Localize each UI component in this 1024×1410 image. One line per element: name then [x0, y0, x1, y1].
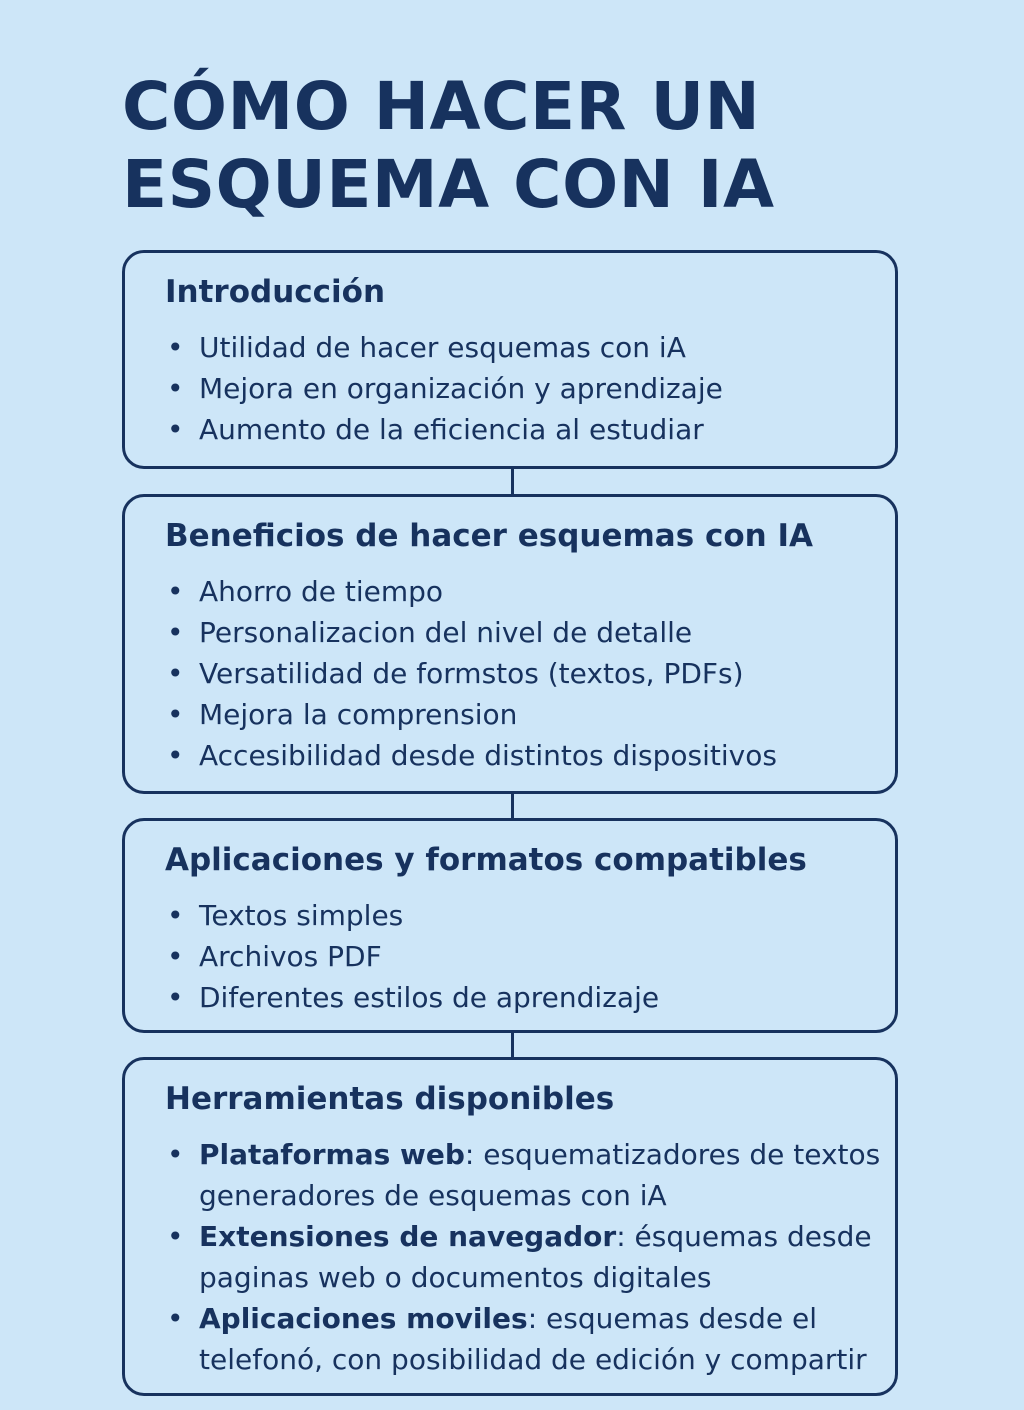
connector-line: [511, 469, 514, 494]
page-title: [122, 68, 942, 224]
list-item-text: Textos simples: [199, 899, 404, 932]
list-item-text: Archivos PDF: [199, 940, 382, 973]
bullet-icon: •: [167, 657, 184, 690]
list-item: [165, 368, 723, 409]
section-beneficios: [122, 494, 898, 794]
tool-description: generadores de esquemas con iA: [199, 1179, 667, 1212]
tool-name: Aplicaciones moviles: [199, 1302, 528, 1335]
list-item: [165, 571, 777, 612]
list-item-text: Versatilidad de formstos (textos, PDFs): [199, 657, 744, 690]
tool-name: Extensiones de navegador: [199, 1220, 617, 1253]
tool-description: : esquematizadores de textos: [464, 1138, 881, 1171]
bullet-icon: •: [167, 372, 184, 405]
list-item: [165, 409, 723, 450]
bullet-icon: •: [167, 413, 184, 446]
section-introduccion: [122, 250, 898, 469]
section-list: [165, 1134, 880, 1380]
list-item-continuation: [165, 1175, 880, 1216]
bullet-icon: •: [167, 616, 184, 649]
section-aplicaciones: [122, 818, 898, 1033]
list-item-text: Mejora la comprension: [199, 698, 518, 731]
bullet-icon: •: [167, 1220, 184, 1253]
list-item-text: Utilidad de hacer esquemas con iA: [199, 331, 686, 364]
list-item: [165, 1216, 880, 1257]
bullet-icon: •: [167, 739, 184, 772]
tool-name: Plataformas web: [199, 1138, 465, 1171]
bullet-icon: •: [167, 1138, 184, 1171]
tool-description: : esquemas desde el: [527, 1302, 817, 1335]
list-item: [165, 735, 777, 776]
list-item: [165, 1134, 880, 1175]
section-heading: Introducción: [165, 274, 386, 310]
bullet-icon: •: [167, 331, 184, 364]
list-item: [165, 612, 777, 653]
title-line-2: ESQUEMA CON IA: [122, 146, 775, 223]
tool-description: : ésquemas desde: [616, 1220, 872, 1253]
tool-description: telefonó, con posibilidad de edición y compartir: [199, 1343, 867, 1376]
tool-description: paginas web o documentos digitales: [199, 1261, 712, 1294]
section-heading: Herramientas disponibles: [165, 1081, 615, 1117]
list-item: [165, 895, 659, 936]
section-heading: Aplicaciones y formatos compatibles: [165, 842, 807, 878]
list-item: [165, 1298, 880, 1339]
section-list: [165, 571, 777, 776]
section-list: [165, 895, 659, 1018]
bullet-icon: •: [167, 698, 184, 731]
section-list: [165, 327, 723, 450]
list-item-text: Accesibilidad desde distintos dispositivos: [199, 739, 777, 772]
list-item: [165, 653, 777, 694]
connector-line: [511, 794, 514, 818]
connector-line: [511, 1033, 514, 1057]
list-item-text: Aumento de la eficiencia al estudiar: [199, 413, 704, 446]
list-item-text: Ahorro de tiempo: [199, 575, 444, 608]
bullet-icon: •: [167, 575, 184, 608]
section-herramientas: [122, 1057, 898, 1396]
list-item-text: Mejora en organización y aprendizaje: [199, 372, 723, 405]
list-item: [165, 327, 723, 368]
section-heading: Beneficios de hacer esquemas con IA: [165, 518, 814, 554]
list-item-text: Diferentes estilos de aprendizaje: [199, 981, 660, 1014]
bullet-icon: •: [167, 1302, 184, 1335]
bullet-icon: •: [167, 940, 184, 973]
list-item-continuation: [165, 1339, 880, 1380]
bullet-icon: •: [167, 981, 184, 1014]
list-item: [165, 694, 777, 735]
list-item-text: Personalizacion del nivel de detalle: [199, 616, 693, 649]
title-line-1: CÓMO HACER UN: [122, 68, 761, 145]
bullet-icon: •: [167, 899, 184, 932]
list-item: [165, 936, 659, 977]
list-item: [165, 977, 659, 1018]
list-item-continuation: [165, 1257, 880, 1298]
